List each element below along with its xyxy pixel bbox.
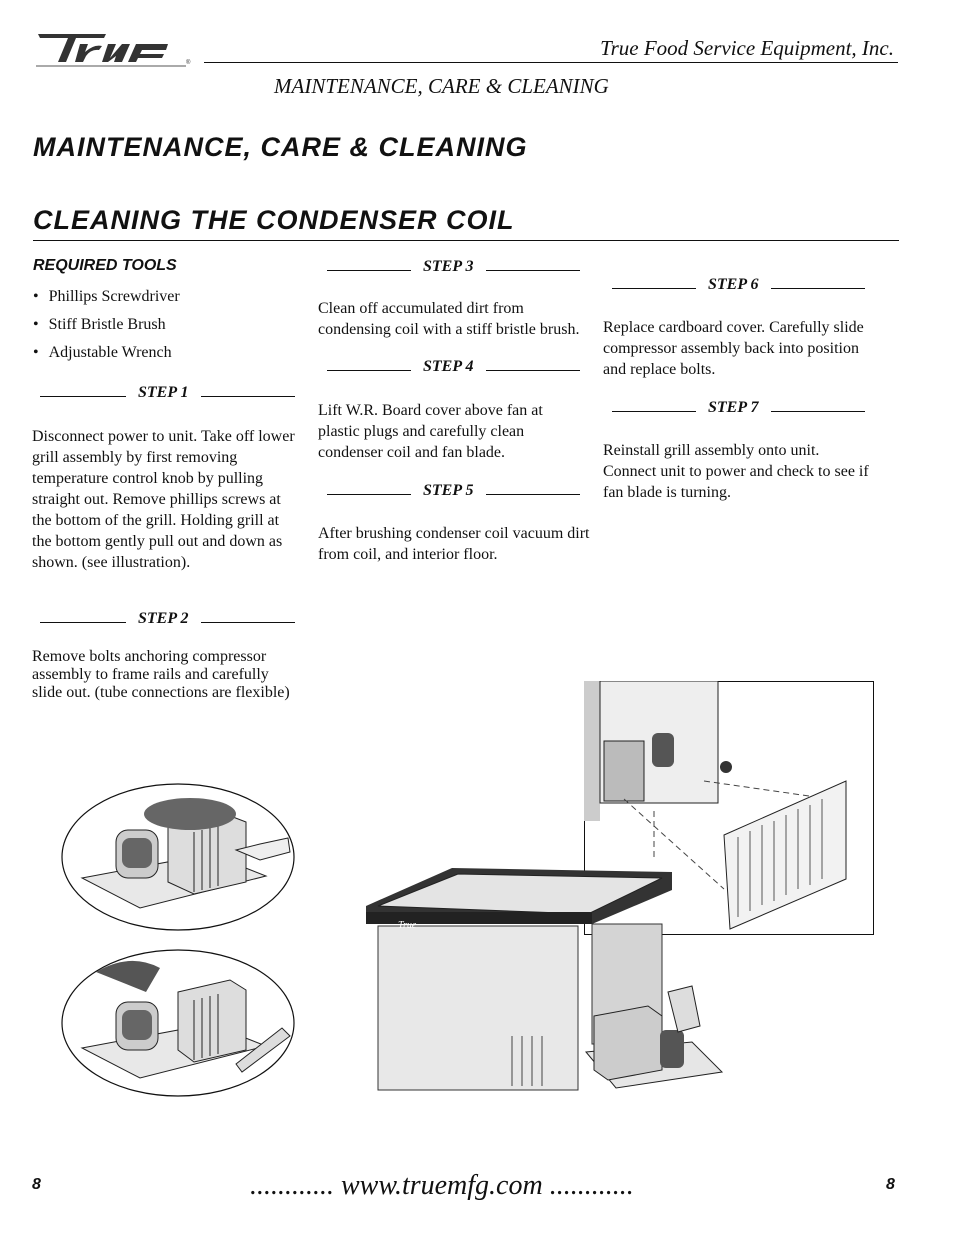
page-number-left: 8 [32,1176,41,1193]
section-title: CLEANING THE CONDENSER COIL [33,205,515,235]
step-1-heading: STEP 1 [40,384,295,402]
step-5-text: After brushing condenser coil vacuum dirt from coil, and interior floor. [318,525,590,563]
step-4-text: Lift W.R. Board cover above fan at plastic plugs and carefully clean condenser coil and fan blade. [318,402,543,461]
section-subheading: MAINTENANCE, CARE & CLEANING [274,74,609,98]
step-7-heading: STEP 7 [612,399,865,417]
step-6-text: Replace cardboard cover. Carefully slide compressor assembly back into position and replace bolts. [603,319,864,378]
freezer-unit-illustration [362,866,724,1106]
step-1-text: Disconnect power to unit. Take off lower grill assembly by first removing temperature control knob by pulling straight out. Remove phillips screws at the bottom of the grill. Holding grill at the bottom gently pull out and down as shown. (see illustration). [32,428,295,571]
tools-list [33,283,180,367]
step-3-heading: STEP 3 [327,258,580,276]
step-5-heading: STEP 5 [327,482,580,500]
title-rule [33,240,899,241]
tool-item: • Stiff Bristle Brush [33,311,180,339]
fan-cleaning-illustration [60,948,296,1098]
step-2-heading: STEP 2 [40,610,295,628]
header-rule [204,62,898,63]
page-number-right: 8 [886,1176,895,1193]
step-2-text: Remove bolts anchoring compressor assembly to frame rails and carefully slide out. (tube connections are flexible) [32,648,290,701]
true-logo [36,28,196,68]
step-6-heading: STEP 6 [612,276,865,294]
tool-item: • Phillips Screwdriver [33,283,180,311]
step-3-text: Clean off accumulated dirt from condensing coil with a stiff bristle brush. [318,300,580,338]
required-tools-heading: REQUIRED TOOLS [33,257,177,274]
coil-brushing-illustration [60,782,296,932]
company-name: True Food Service Equipment, Inc. [600,36,894,60]
step-4-heading: STEP 4 [327,358,580,376]
website-url: ............ www.truemfg.com ............ [250,1170,634,1201]
page-title: MAINTENANCE, CARE & CLEANING [33,132,528,162]
step-7-text: Reinstall grill assembly onto unit. Connect unit to power and check to see if fan blade is turning. [603,442,869,501]
svg-text:®: ® [186,60,191,66]
tool-item: • Adjustable Wrench [33,339,180,367]
freezer-logo-text: True [398,920,417,931]
